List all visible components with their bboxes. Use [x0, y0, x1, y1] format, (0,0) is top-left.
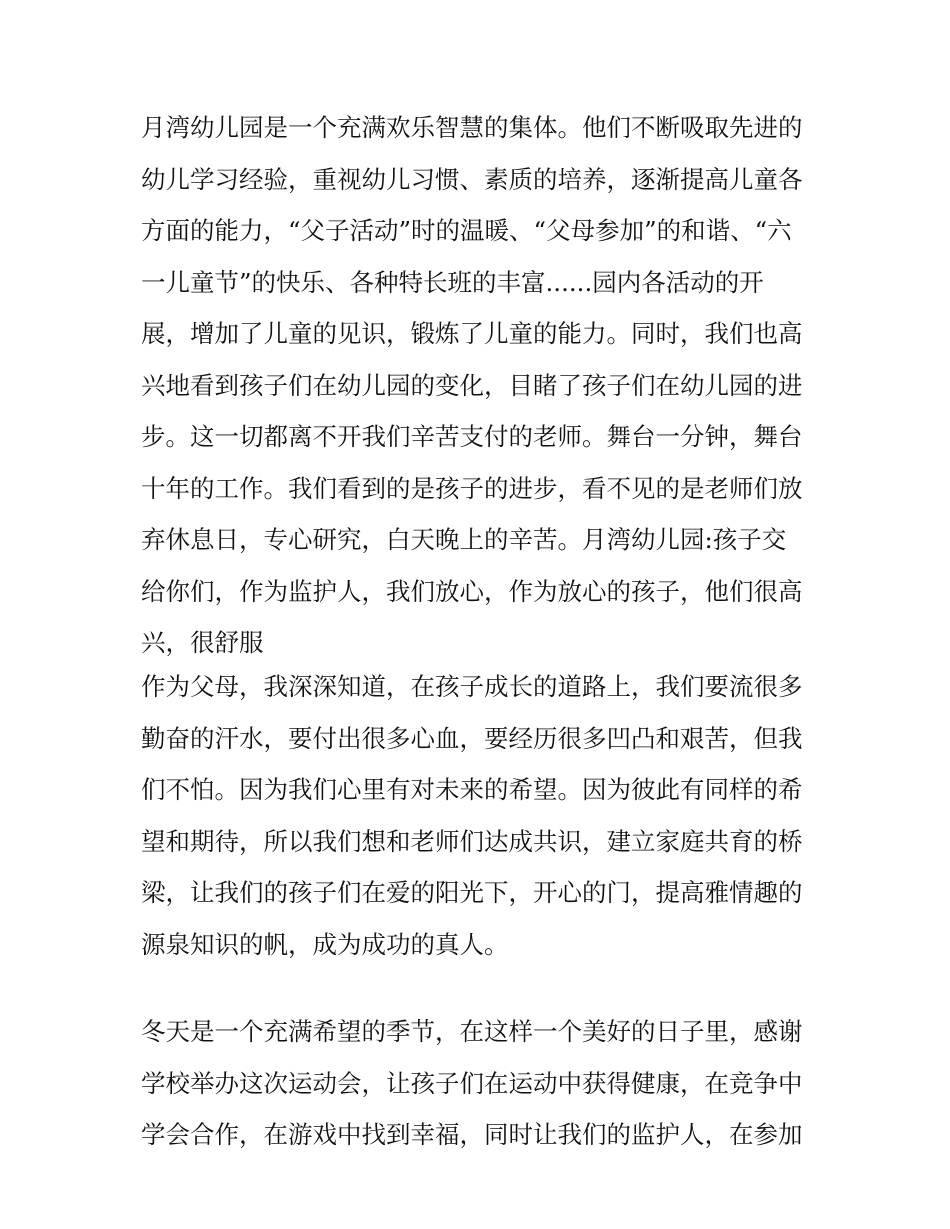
- text-line: 兴地看到孩子们在幼儿园的变化，目睹了孩子们在幼儿园的进: [141, 370, 803, 400]
- text-line: 幼儿学习经验，重视幼儿习惯、素质的培养，逐渐提高儿童各: [141, 164, 803, 194]
- paragraph-winter-sports: [141, 1015, 821, 1170]
- text-line: 勤奋的汗水，要付出很多心血，要经历很多凹凸和艰苦，但我: [141, 723, 803, 753]
- text-line: 们不怕。因为我们心里有对未来的希望。因为彼此有同样的希: [141, 775, 803, 804]
- text-line: 一儿童节”的快乐、各种特长班的丰富......园内各活动的开: [141, 267, 764, 297]
- text-line: 弃休息日，专心研究，白天晚上的辛苦。月湾幼儿园:孩子交: [141, 525, 787, 555]
- text-line: 步。这一切都离不开我们辛苦支付的老师。舞台一分钟，舞台: [141, 422, 803, 452]
- text-line: 作为父母，我深深知道，在孩子成长的道路上，我们要流很多: [141, 672, 803, 701]
- text-line: 梁，让我们的孩子们在爱的阳光下，开心的门，提高雅情趣的: [141, 878, 803, 907]
- text-line: 给你们，作为监护人，我们放心，作为放心的孩子，他们很高: [141, 576, 803, 606]
- text-line: 兴，很舒服: [141, 628, 264, 658]
- text-line: 冬天是一个充满希望的季节，在这样一个美好的日子里，感谢: [141, 1017, 803, 1046]
- text-line: 望和期待，所以我们想和老师们达成共识，建立家庭共育的桥: [141, 826, 803, 856]
- text-line: 方面的能力，“父子活动”时的温暖、“父母参加”的和谐、“六: [141, 216, 792, 246]
- text-line: 展，增加了儿童的见识，锻炼了儿童的能力。同时，我们也高: [141, 319, 803, 349]
- text-line: 源泉知识的帆，成为成功的真人。: [141, 929, 509, 959]
- paragraph-parents: [141, 670, 821, 979]
- text-line: 学会合作，在游戏中找到幸福，同时让我们的监护人，在参加: [141, 1120, 803, 1149]
- text-line: 学校举办这次运动会，让孩子们在运动中获得健康，在竞争中: [141, 1068, 803, 1098]
- text-line: 十年的工作。我们看到的是孩子的进步，看不见的是老师们放: [141, 473, 803, 503]
- text-line: 月湾幼儿园是一个充满欢乐智慧的集体。他们不断吸取先进的: [141, 113, 803, 142]
- paragraph-kindergarten-praise: [141, 111, 821, 678]
